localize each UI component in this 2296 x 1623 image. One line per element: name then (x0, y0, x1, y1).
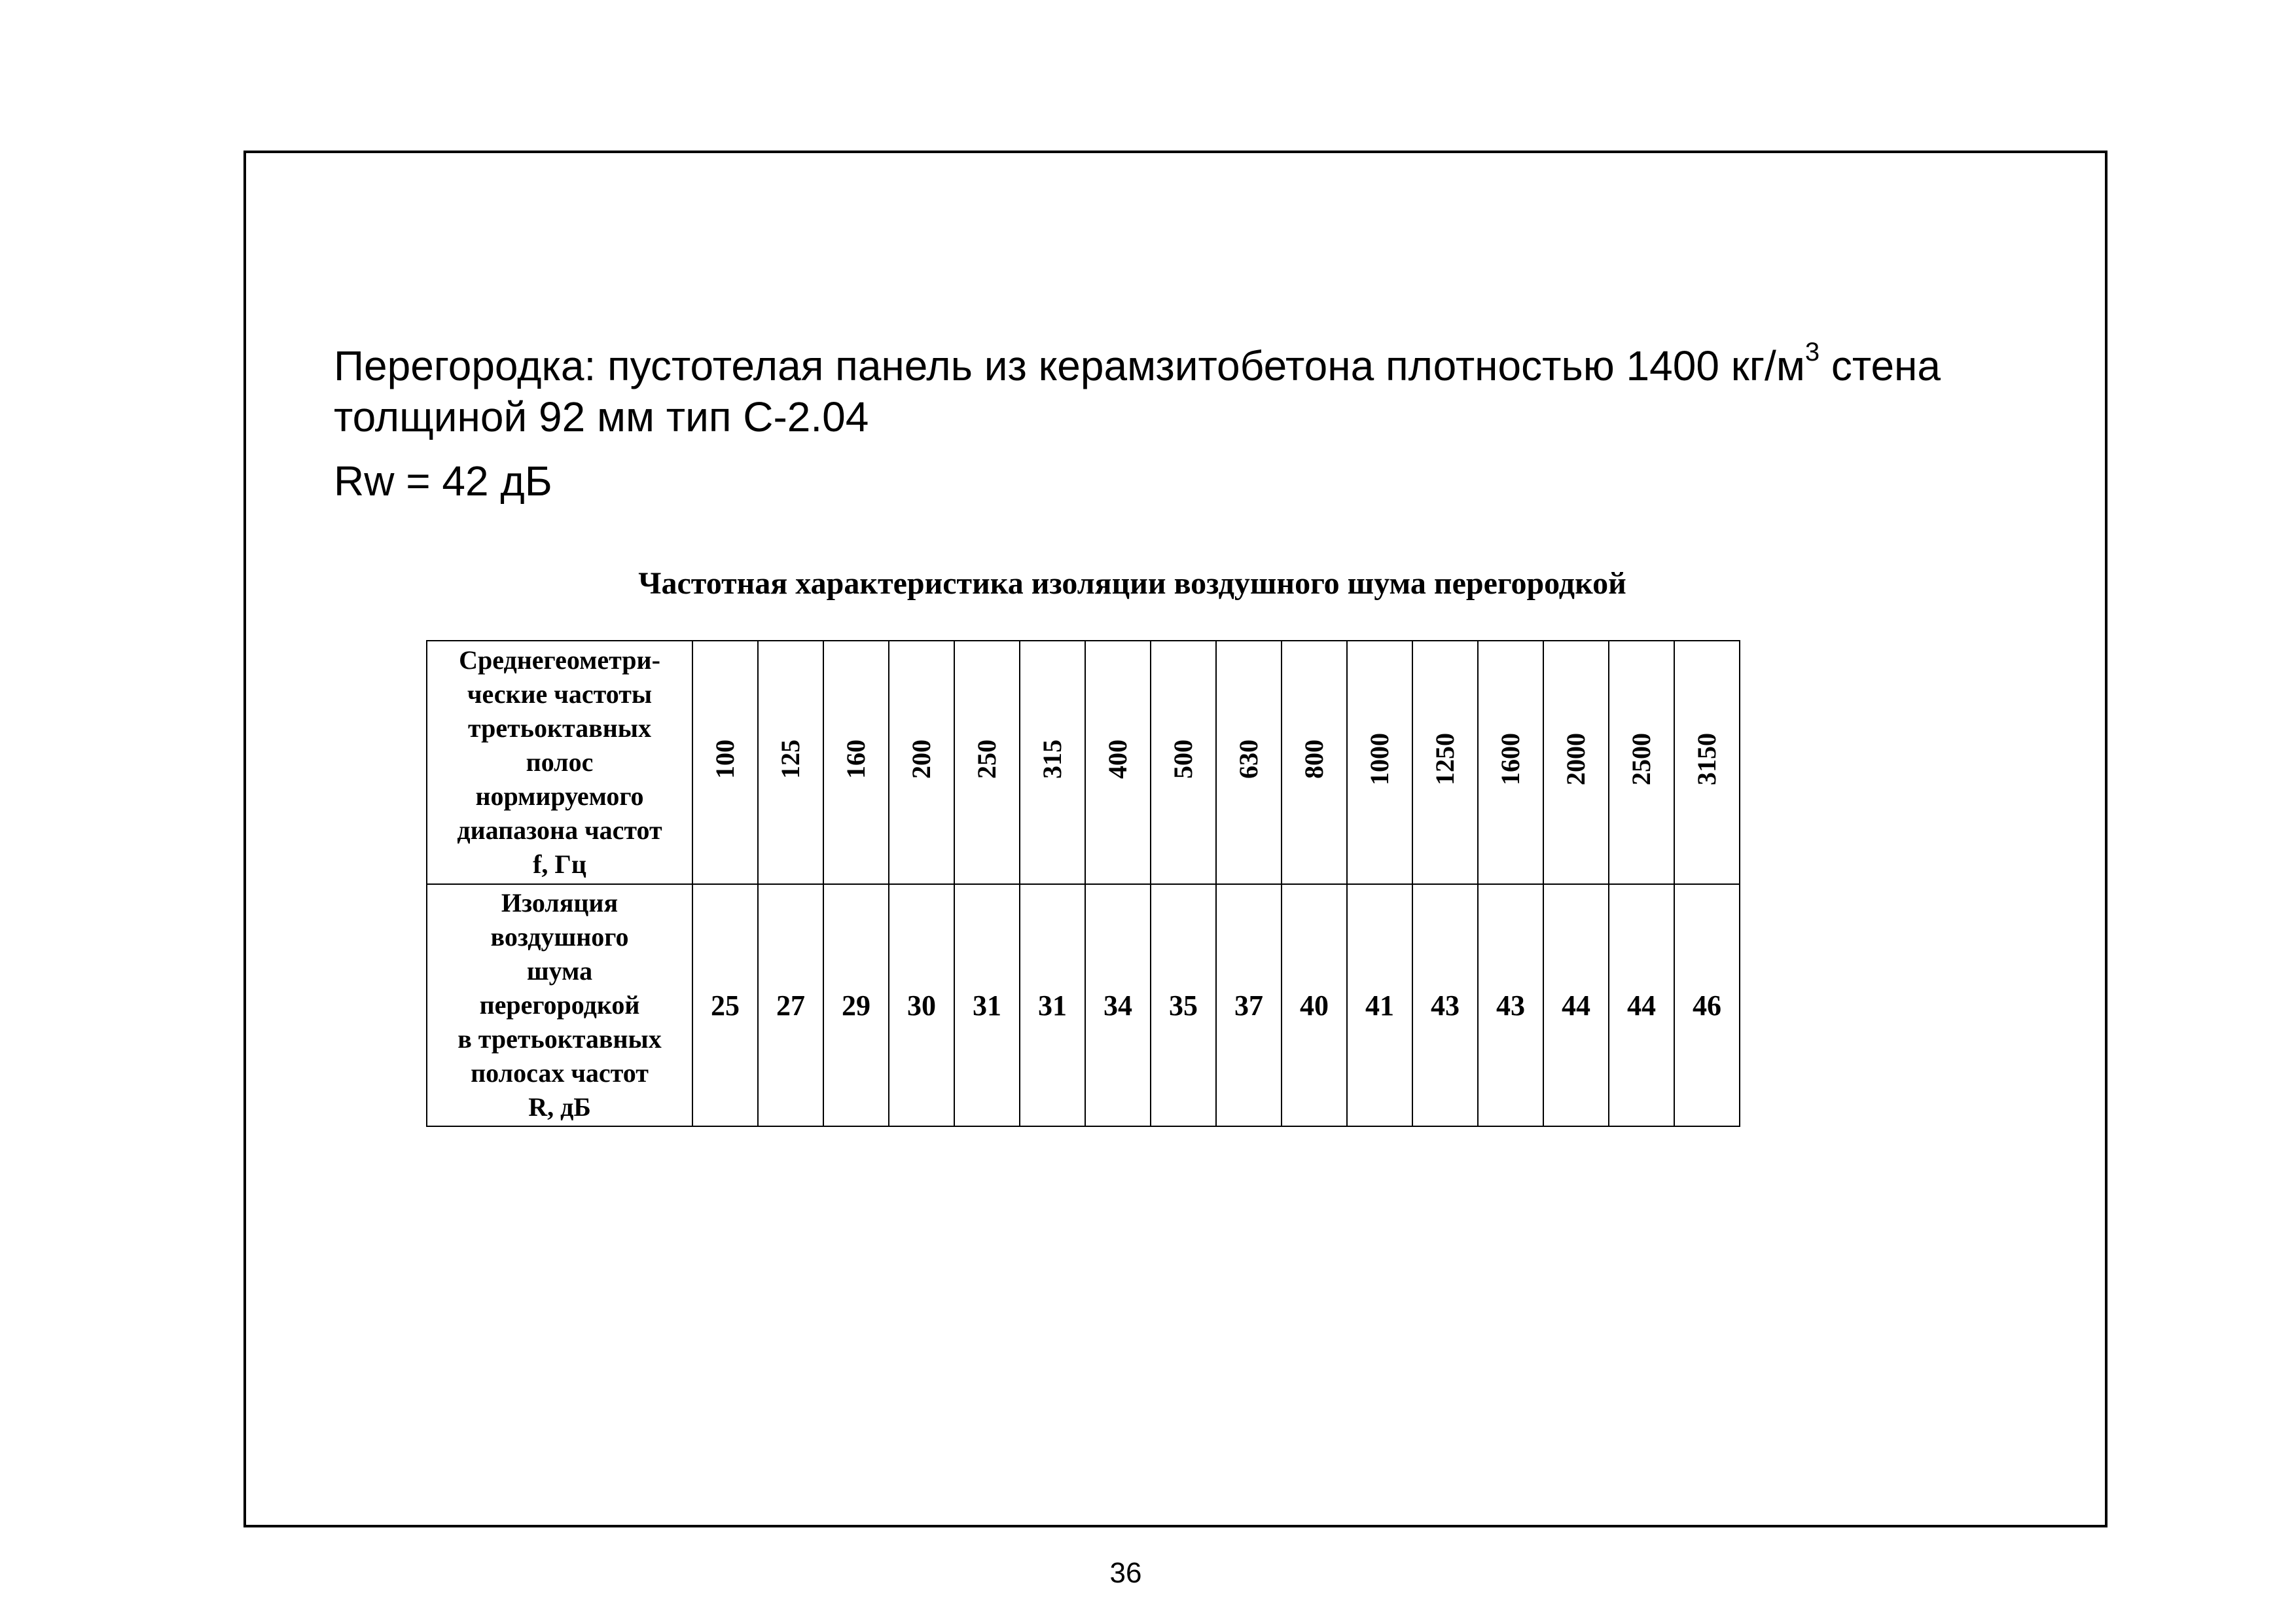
insulation-value: 40 (1282, 884, 1347, 1126)
frequency-cell (1216, 641, 1282, 884)
frequency-label-line: третьоктавных (468, 713, 651, 743)
partition-description-tail: стена толщиной 92 мм тип С-2.04 (334, 342, 1941, 440)
insulation-value: 35 (1151, 884, 1216, 1126)
frequency-cell (1347, 641, 1412, 884)
frequency-cell (1282, 641, 1347, 884)
insulation-value: 31 (954, 884, 1020, 1126)
insulation-value: 37 (1216, 884, 1282, 1126)
insulation-value: 29 (823, 884, 889, 1126)
frequency-row (427, 641, 1740, 884)
frequency-cell (1020, 641, 1085, 884)
rw-index: Rw = 42 дБ (334, 457, 552, 505)
frequency-cell (1412, 641, 1478, 884)
frequency-label-line: ческие частоты (467, 679, 653, 709)
frequency-value: 800 (1299, 740, 1329, 779)
insulation-label-line: R, дБ (528, 1092, 591, 1122)
insulation-label-line: в третьоктавных (457, 1024, 662, 1054)
frequency-value: 200 (906, 740, 936, 779)
insulation-value: 34 (1085, 884, 1151, 1126)
frequency-value: 1000 (1365, 733, 1394, 785)
frequency-value: 160 (841, 740, 870, 779)
frequency-cell (1674, 641, 1740, 884)
frequency-cell (1478, 641, 1543, 884)
frequency-value: 250 (972, 740, 1001, 779)
frequency-label-line: Среднегеометри- (459, 645, 660, 675)
insulation-row (427, 884, 1740, 1126)
frequency-value: 1250 (1430, 733, 1460, 785)
insulation-value: 41 (1347, 884, 1412, 1126)
frequency-cell (823, 641, 889, 884)
insulation-label-line: Изоляция (501, 888, 619, 918)
frequency-value: 100 (710, 740, 740, 779)
partition-description (334, 340, 2068, 442)
frequency-label-line: f, Гц (533, 849, 586, 879)
frequency-value: 2000 (1561, 733, 1590, 785)
insulation-value: 31 (1020, 884, 1085, 1126)
insulation-value: 46 (1674, 884, 1740, 1126)
frequency-value: 3150 (1692, 733, 1721, 785)
insulation-row-header (427, 884, 692, 1126)
page-number: 36 (1109, 1557, 1142, 1589)
insulation-label-line: перегородкой (479, 990, 640, 1020)
frequency-label-line: нормируемого (475, 781, 644, 811)
frequency-cell (954, 641, 1020, 884)
frequency-value: 630 (1234, 740, 1263, 779)
partition-description-text: Перегородка: пустотелая панель из керамзитобетона плотностью 1400 кг/м (334, 342, 1805, 389)
frequency-value: 2500 (1626, 733, 1656, 785)
frequency-cell (889, 641, 954, 884)
frequency-cell (692, 641, 758, 884)
frequency-value: 1600 (1496, 733, 1525, 785)
frequency-table (426, 640, 1740, 1127)
insulation-value: 43 (1412, 884, 1478, 1126)
insulation-value: 44 (1609, 884, 1674, 1126)
insulation-value: 44 (1543, 884, 1609, 1126)
insulation-label-line: шума (526, 956, 593, 986)
cubic-superscript: 3 (1804, 338, 1820, 366)
frequency-value: 125 (776, 740, 805, 779)
insulation-value: 43 (1478, 884, 1543, 1126)
table-title: Частотная характеристика изоляции воздушного шума перегородкой (638, 566, 1626, 601)
frequency-value: 400 (1103, 740, 1132, 779)
frequency-cell (758, 641, 823, 884)
insulation-value: 30 (889, 884, 954, 1126)
frequency-label-line: полос (526, 747, 594, 777)
insulation-label-line: воздушного (490, 922, 629, 952)
frequency-cell (1609, 641, 1674, 884)
frequency-cell (1543, 641, 1609, 884)
insulation-label-line: полосах частот (471, 1058, 649, 1088)
frequency-value: 315 (1037, 740, 1067, 779)
frequency-cell (1085, 641, 1151, 884)
insulation-value: 27 (758, 884, 823, 1126)
frequency-label-line: диапазона частот (457, 815, 662, 845)
insulation-value: 25 (692, 884, 758, 1126)
frequency-row-header (427, 641, 692, 884)
frequency-cell (1151, 641, 1216, 884)
frequency-value: 500 (1168, 740, 1198, 779)
